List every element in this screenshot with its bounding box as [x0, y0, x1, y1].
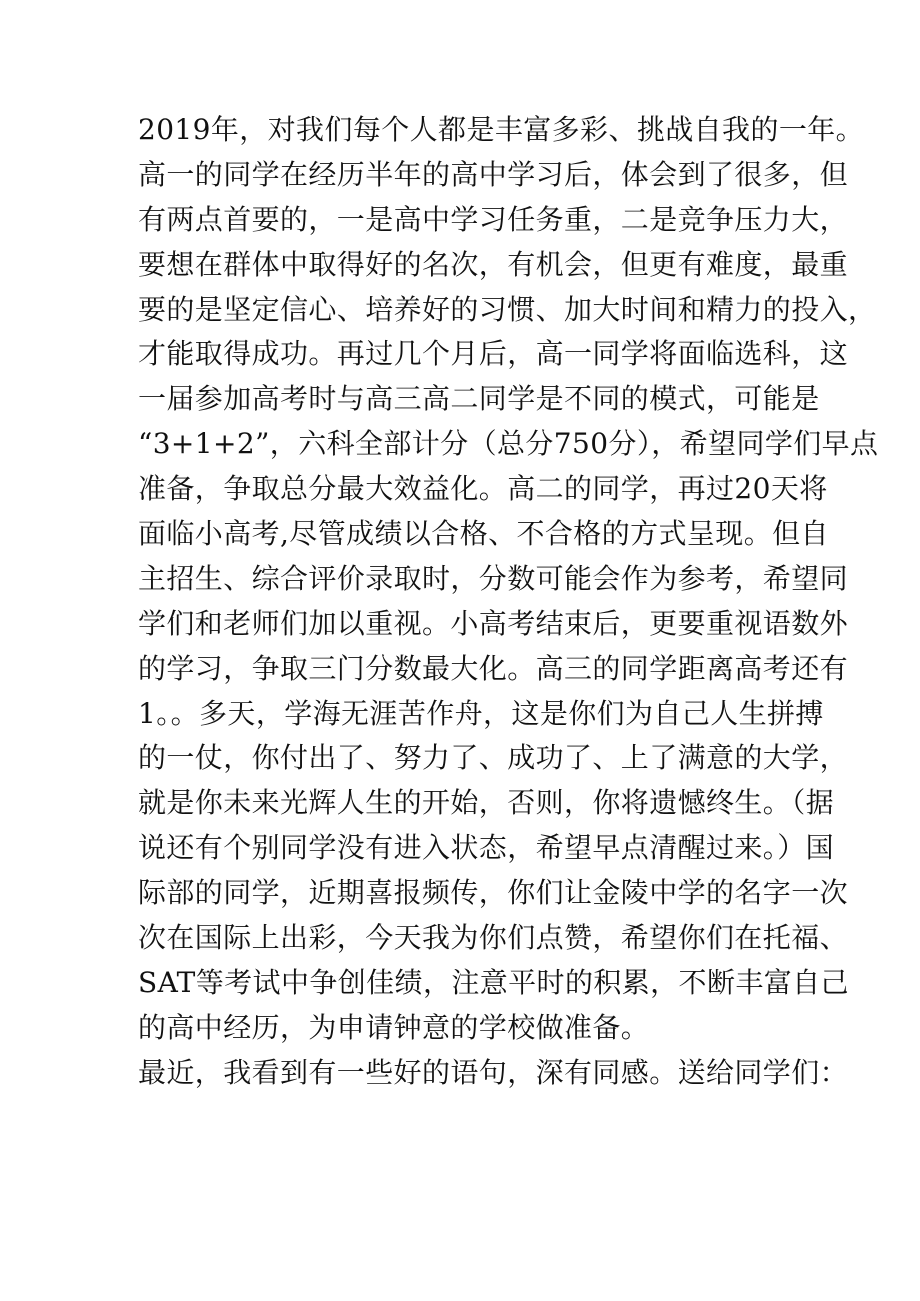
- text-line: 际部的同学，近期喜报频传，你们让金陵中学的名字一次: [138, 876, 849, 910]
- text-line: 最近，我看到有一些好的语句，深有同感。送给同学们：: [138, 1055, 849, 1089]
- text-line: 准备，争取总分最大效益化。高二的同学，再过20天将: [138, 472, 828, 506]
- text-line: 次在国际上出彩，今天我为你们点赞，希望你们在托福、: [138, 921, 849, 955]
- text-line: 要的是坚定信心、培养好的习惯、加大时间和精力的投入，: [138, 292, 877, 326]
- text-line: 的高中经历，为申请钟意的学校做准备。: [138, 1010, 650, 1044]
- text-line: 就是你未来光辉人生的开始，否则，你将遗憾终生。（据: [138, 786, 835, 820]
- text-line: 要想在群体中取得好的名次，有机会，但更有难度，最重: [138, 247, 849, 281]
- text-line: 的学习，争取三门分数最大化。高三的同学距离高考还有: [138, 651, 849, 685]
- body-text: [138, 108, 879, 1096]
- text-line: “3+1+2”，六科全部计分（总分750分），希望同学们早点: [138, 427, 879, 461]
- text-line: 学们和老师们加以重视。小高考结束后，更要重视语数外: [138, 606, 849, 640]
- text-line: 的一仗，你付出了、努力了、成功了、上了满意的大学，: [138, 741, 849, 775]
- text-line: 面临小高考,尽管成绩以合格、不合格的方式呈现。但自: [138, 517, 829, 551]
- text-line: 说还有个别同学没有进入状态，希望早点清醒过来。）国: [138, 831, 835, 865]
- text-line: 一届参加高考时与高三高二同学是不同的模式，可能是: [138, 382, 820, 416]
- text-line: 2019年，对我们每个人都是丰富多彩、挑战自我的一年。: [138, 113, 865, 146]
- text-line: 才能取得成功。再过几个月后，高一同学将面临选科，这: [138, 337, 849, 371]
- text-line: SAT等考试中争创佳绩，注意平时的积累，不断丰富自己: [138, 965, 849, 999]
- text-line: 1。。多天，学海无涯苦作舟，这是你们为自己人生拼搏: [138, 696, 824, 730]
- text-line: 高一的同学在经历半年的高中学习后，体会到了很多，但: [138, 157, 849, 191]
- text-line: 有两点首要的，一是高中学习任务重，二是竞争压力大，: [138, 202, 849, 236]
- text-line: 主招生、综合评价录取时，分数可能会作为参考，希望同: [138, 561, 849, 595]
